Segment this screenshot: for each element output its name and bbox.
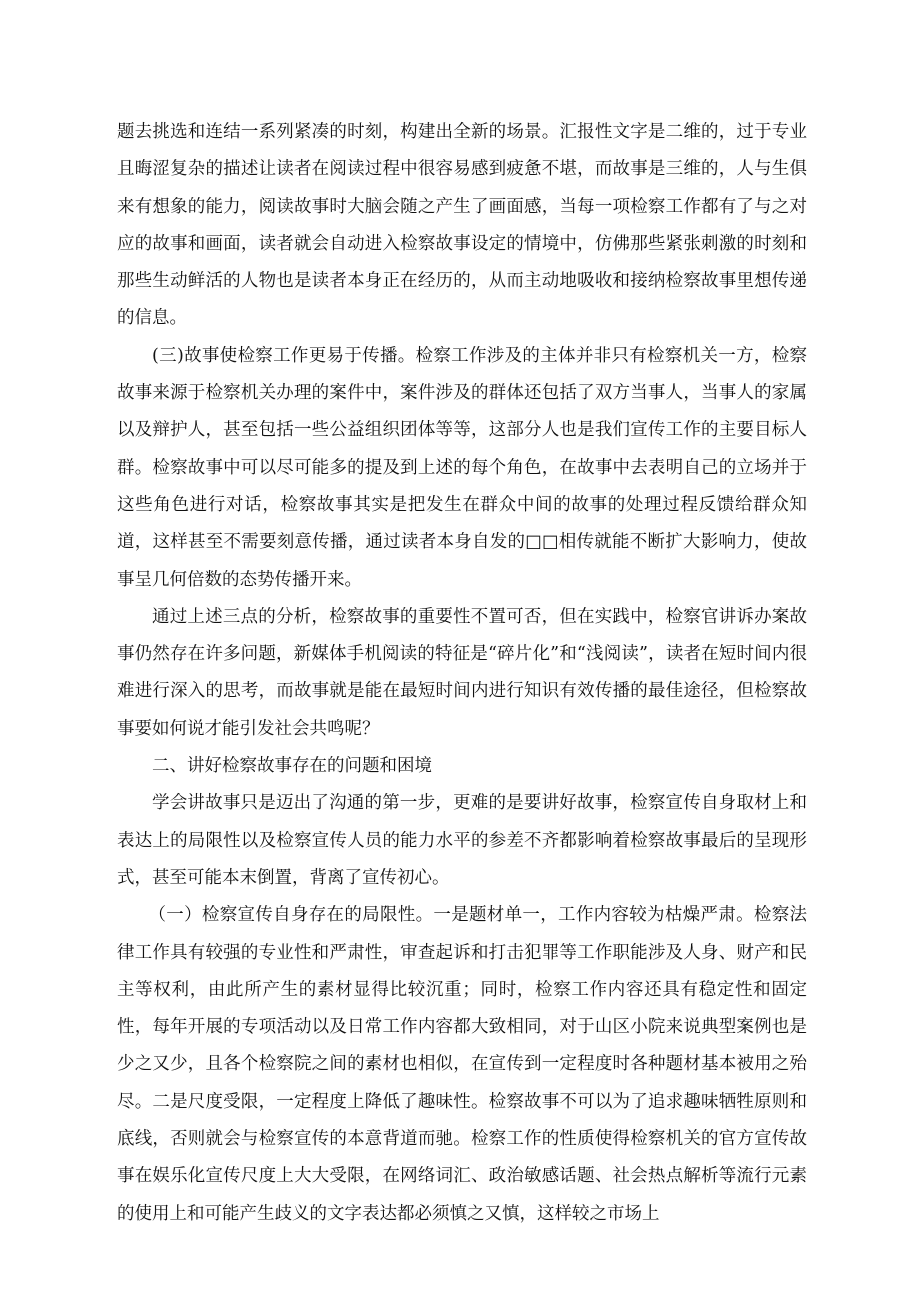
paragraph-limitations: （一）检察宣传自身存在的局限性。一是题材单一，工作内容较为枯燥严肃。检察法律工作具有较强的专业性和严肃性，审查起诉和打击犯罪等工作职能涉及人身、财产和民主等权利，由此所产生的素材显得比较沉重；同时，检察工作内容还具有稳定性和固定性，每年开展的专项活动以及日常工作内容都大致相同，对于山区小院来说典型案例也是少之又少，且各个检察院之间的素材也相似，在宣传到一定程度时各种题材基本被用之殆尽。二是尺度受限，一定程度上降低了趣味性。检察故事不可以为了追求趣味牺牲原则和底线，否则就会与检察宣传的本意背道而驰。检察工作的性质使得检察机关的官方宣传故事在娱乐化宣传尺度上大大受限，在网络词汇、政治敏感话题、社会热点解析等流行元素的使用上和可能产生歧义的文字表达都必须慎之又慎，这样较之市场上 xyxy=(117,905,807,1224)
paragraph-section-2-intro: 学会讲故事只是迈出了沟通的第一步，更难的是要讲好故事，检察宣传自身取材上和表达上的局限性以及检察宣传人员的能力水平的参差不齐都影响着检察故事最后的呈现形式，甚至可能本末倒置，背离了宣传初心。 xyxy=(117,793,807,888)
document-body xyxy=(117,114,807,1233)
section-heading-2: 二、讲好检察故事存在的问题和困境 xyxy=(152,756,432,777)
paragraph-analysis-summary: 通过上述三点的分析，检察故事的重要性不置可否，但在实践中，检察官讲诉办案故事仍然存在许多问题，新媒体手机阅读的特征是“碎片化”和“浅阅读”，读者在短时间内很难进行深入的思考，而故事就是能在最短时间内进行知识有效传播的最佳途径，但检察故事要如何说才能引发社会共鸣呢？ xyxy=(117,606,807,739)
paragraph-section-3: (三)故事使检察工作更易于传播。检察工作涉及的主体并非只有检察机关一方，检察故事来源于检察机关办理的案件中，案件涉及的群体还包括了双方当事人，当事人的家属以及辩护人，甚至包括一些公益组织团体等等，这部分人也是我们宣传工作的主要目标人群。检察故事中可以尽可能多的提及到上述的每个角色，在故事中去表明自己的立场并于这些角色进行对话，检察故事其实是把发生在群众中间的故事的处理过程反馈给群众知道，这样甚至不需要刻意传播，通过读者本身自发的□□相传就能不断扩大影响力，使故事呈几何倍数的态势传播开来。 xyxy=(117,345,807,590)
paragraph-continuation: 题去挑选和连结一系列紧凑的时刻，构建出全新的场景。汇报性文字是二维的，过于专业且晦涩复杂的描述让读者在阅读过程中很容易感到疲惫不堪，而故事是三维的，人与生俱来有想象的能力，阅读故事时大脑会随之产生了画面感，当每一项检察工作都有了与之对应的故事和画面，读者就会自动进入检察故事设定的情境中，仿佛那些紧张刺激的时刻和那些生动鲜活的人物也是读者本身正在经历的，从而主动地吸收和接纳检察故事里想传递的信息。 xyxy=(117,122,807,329)
